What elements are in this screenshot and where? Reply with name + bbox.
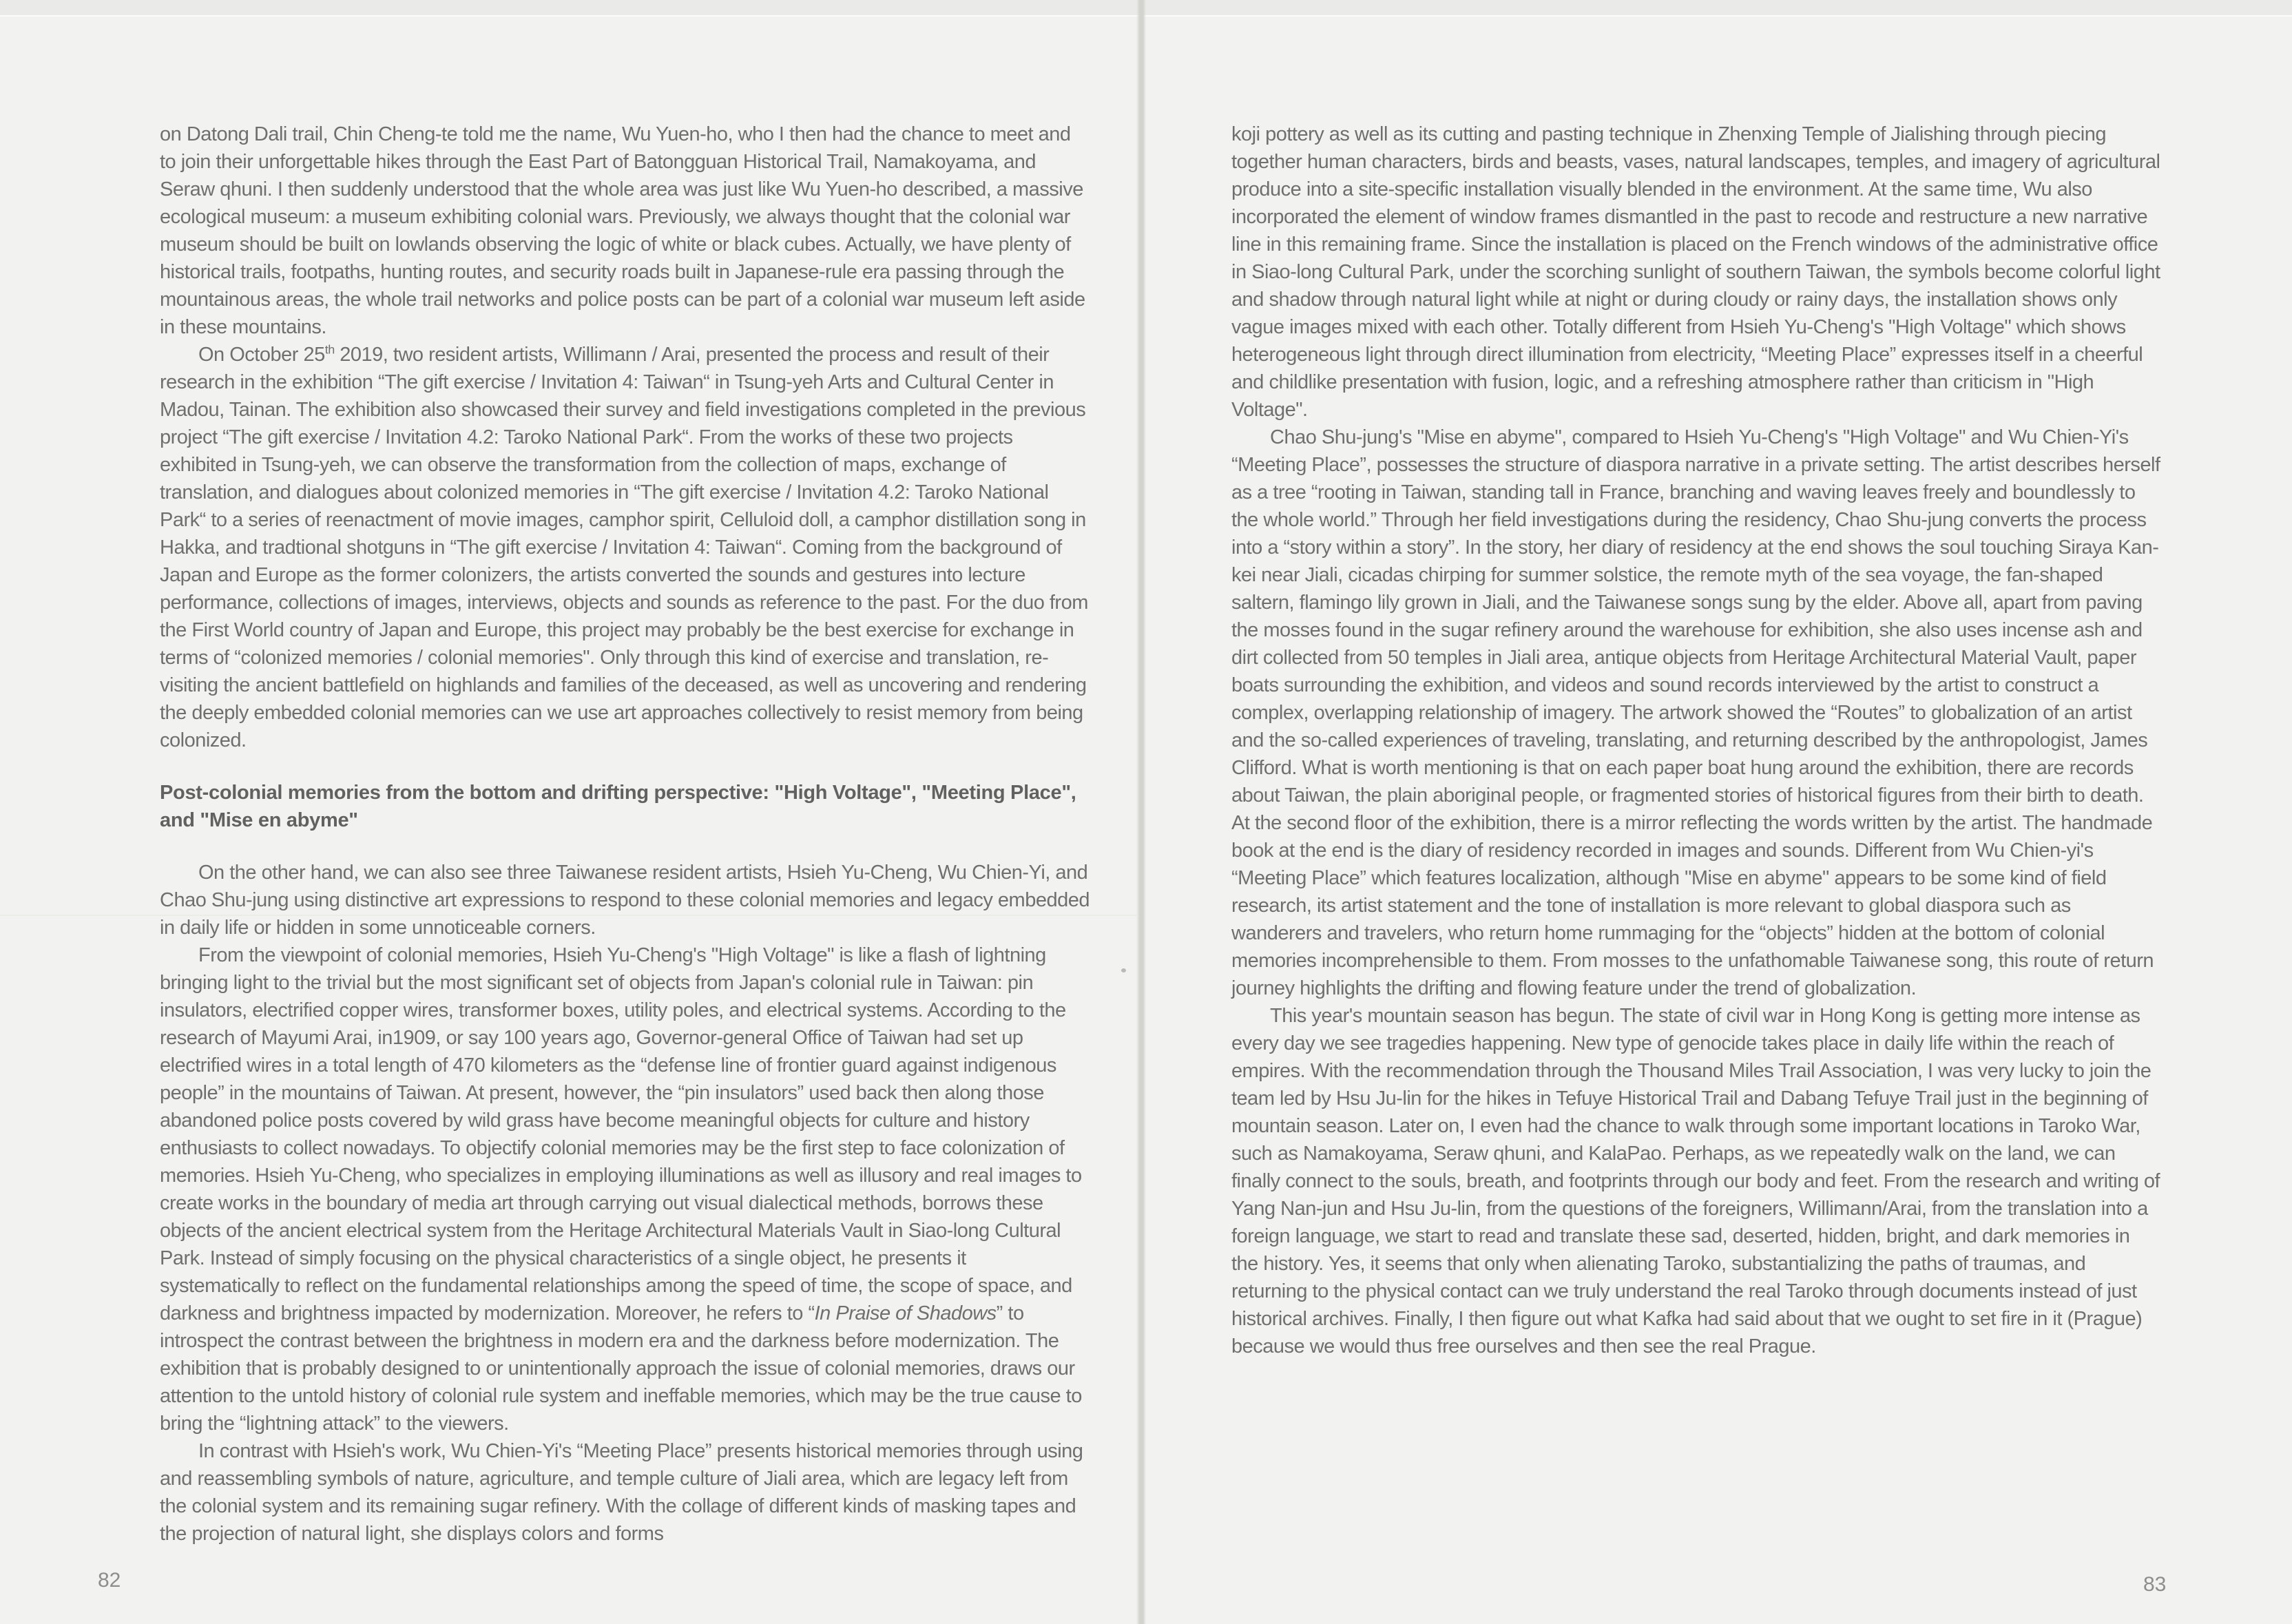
page-gutter-shadow: [1136, 0, 1146, 1624]
text-run: Post-colonial memories from the bottom and drifting perspective: "High Voltage", "Meeting Place", and "Mise en abyme": [160, 782, 1076, 831]
text-run: 2019, two resident artists, Willimann / Arai, presented the process and result of their research in the exhibition “The gift exercise / Invitation 4: Taiwan“ in Tsung-yeh Arts and Cultural Center in Madou, Tainan. The exhibition also showcased their survey and field investigations completed in the previous project “The gift exercise / Invitation 4.2: Taroko National Park“. From the works of these two projects exhibited in Tsung-yeh, we can observe the transformation from the collection of maps, exchange of translation, and dialogues about colonized memories in “The gift exercise / Invitation 4.2: Taroko National Park“ to a series of reenactment of movie images, camphor spirit, Celluloid doll, a camphor distillation song in Hakka, and tradtional shotguns in “The gift exercise / Invitation 4: Taiwan“. Coming from the background of Japan and Europe as the former colonizers, the artists converted the sounds and gestures into lecture performance, collections of images, interviews, objects and sounds as reference to the past. For the duo from the First World country of Japan and Europe, this project may probably be the best exercise for exchange in terms of “colonized memories / colonial memories". Only through this kind of exercise and translation, re-visiting the ancient battlefield on highlands and families of the deceased, as well as uncovering and rendering the deeply embedded colonial memories can we use art approaches collectively to resist memory from being colonized.: [160, 344, 1088, 751]
page-number-left: 82: [98, 1569, 121, 1592]
body-paragraph: [160, 941, 1090, 1437]
text-run: In contrast with Hsieh's work, Wu Chien-Yi's “Meeting Place” presents historical memories through using and reassembling symbols of nature, agriculture, and temple culture of Jiali area, which are legacy left from the colonial system and its remaining sugar refinery. With the collage of different kinds of masking tapes and the projection of natural light, she displays colors and forms: [160, 1440, 1083, 1545]
page-top-edge: [0, 0, 2292, 17]
section-heading: [160, 779, 1090, 834]
superscript-text: th: [324, 342, 335, 357]
text-run: On the other hand, we can also see three Taiwanese resident artists, Hsieh Yu-Cheng, Wu Chien-Yi, and Chao Shu-jung using distinctive art expressions to respond to these colonial memories and legacy embedded in daily life or hidden in some unnoticeable corners.: [160, 862, 1090, 939]
text-run: ” to introspect the contrast between the brightness in modern era and the darkness before modernization. The exhibition that is probably designed to or unintentionally approach the issue of colonial memories, draws our attention to the untold history of colonial rule system and ineffable memories, which may be the true cause to bring the “lightning attack” to the viewers.: [160, 1302, 1082, 1435]
page-left-text-column: [160, 121, 1090, 1548]
text-run: This year's mountain season has begun. The state of civil war in Hong Kong is getting more intense as every day we see tragedies happening. New type of genocide takes place in daily life within the reach of empires. With the recommendation through the Thousand Miles Trail Association, I was very lucky to join the team led by Hsu Ju-lin for the hikes in Tefuye Historical Trail and Dabang Tefuye Trail just in the beginning of mountain season. Later on, I even had the chance to walk through some important locations in Taroko War, such as Namakoyama, Seraw qhuni, and KalaPao. Perhaps, as we repeatedly walk on the land, we can finally connect to the souls, breath, and footprints through our body and feet. From the research and writing of Yang Nan-jun and Hsu Ju-lin, from the questions of the foreigners, Willimann/Arai, from the translation into a foreign language, we start to read and translate these sad, deserted, hidden, bright, and dark memories in the history. Yes, it seems that only when alienating Taroko, substantializing the paths of traumas, and returning to the physical contact can we truly understand the real Taroko through documents instead of just historical archives. Finally, I then figure out what Kafka had said about that we ought to set fire in it (Prague) because we would thus free ourselves and then see the real Prague.: [1231, 1005, 2160, 1357]
text-run: koji pottery as well as its cutting and pasting technique in Zhenxing Temple of Jialishing through piecing together human characters, birds and beasts, vases, natural landscapes, temples, and imagery of agricultural produce into a site-specific installation visually blended in the environment. At the same time, Wu also incorporated the element of window frames dismantled in the past to recode and restructure a new narrative line in this remaining frame. Since the installation is placed on the French windows of the administrative office in Siao-long Cultural Park, under the scorching sunlight of southern Taiwan, the symbols become colorful light and shadow through natural light while at night or during cloudy or rainy days, the installation shows only vague images mixed with each other. Totally different from Hsieh Yu-Cheng's "High Voltage" which shows heterogeneous light through direct illumination from electricity, “Meeting Place” expresses itself in a cheerful and childlike presentation with fusion, logic, and a refreshing atmosphere rather than criticism in "High Voltage".: [1231, 123, 2160, 421]
body-paragraph: [1231, 424, 2161, 1002]
text-run: on Datong Dali trail, Chin Cheng-te told me the name, Wu Yuen-ho, who I then had the chance to meet and to join their unforgettable hikes through the East Part of Batongguan Historical Trail, Namakoyama, and Seraw qhuni. I then suddenly understood that the whole area was just like Wu Yuen-ho described, a massive ecological museum: a museum exhibiting colonial wars. Previously, we always thought that the colonial war museum should be built on lowlands observing the logic of white or black cubes. Actually, we have plenty of historical trails, footpaths, hunting routes, and security roads built in Japanese-rule era passing through the mountainous areas, the whole trail networks and police posts can be part of a colonial war museum left aside in these mountains.: [160, 123, 1085, 338]
body-paragraph: [160, 859, 1090, 941]
text-run: On October 25: [198, 344, 325, 366]
body-paragraph: [160, 121, 1090, 341]
page-right-text-column: [1231, 121, 2161, 1360]
page-number-right: 83: [2143, 1573, 2167, 1596]
body-paragraph: [1231, 1002, 2161, 1360]
italic-title: In Praise of Shadows: [814, 1302, 997, 1324]
text-run: Chao Shu-jung's "Mise en abyme", compared to Hsieh Yu-Cheng's "High Voltage" and Wu Chien-Yi's “Meeting Place”, possesses the structure of diaspora narrative in a private setting. The artist describes herself as a tree “rooting in Taiwan, standing tall in France, branching and waving leaves freely and boundlessly to the whole world.” Through her field investigations during the residency, Chao Shu-jung converts the process into a “story within a story”. In the story, her diary of residency at the end shows the soul touching Siraya Kan-kei near Jiali, cicadas chirping for summer solstice, the remote myth of the sea voyage, the fan-shaped saltern, flamingo lily grown in Jiali, and the Taiwanese songs sung by the elder. Above all, apart from paving the mosses found in the sugar refinery around the warehouse for exhibition, she also uses incense ash and dirt collected from 50 temples in Jiali area, antique objects from Heritage Architectural Material Vault, paper boats surrounding the exhibition, and videos and sound records interviewed by the artist to construct a complex, overlapping relationship of imagery. The artwork showed the “Routes” to globalization of an artist and the so-called experiences of traveling, translating, and returning described by the anthropologist, James Clifford. What is worth mentioning is that on each paper boat hung around the exhibition, there are records about Taiwan, the plain aboriginal people, or fragmented stories of historical figures from their birth to death. At the second floor of the exhibition, there is a mirror reflecting the words written by the artist. The handmade book at the end is the diary of residency recorded in images and sounds. Different from Wu Chien-yi's “Meeting Place” which features localization, although "Mise en abyme" appears to be some kind of field research, its artist statement and the tone of installation is more relevant to global diaspora such as wanderers and travelers, who return home rummaging for the “objects” hidden at the bottom of colonial memories incomprehensible to them. From mosses to the unfathomable Taiwanese song, this route of return journey highlights the drifting and flowing feature under the trend of globalization.: [1231, 426, 2160, 999]
body-paragraph: [160, 1437, 1090, 1548]
body-paragraph: [160, 341, 1090, 754]
body-paragraph: [1231, 121, 2161, 424]
scan-speck: [1121, 968, 1126, 972]
text-run: From the viewpoint of colonial memories, Hsieh Yu-Cheng's "High Voltage" is like a flash of lightning bringing light to the trivial but the most significant set of objects from Japan's colonial rule in Taiwan: pin insulators, electrified copper wires, transformer boxes, utility poles, and electrical systems. According to the research of Mayumi Arai, in1909, or say 100 years ago, Governor-general Office of Taiwan had set up electrified wires in a total length of 470 kilometers as the “defense line of frontier guard against indigenous people” in the mountains of Taiwan. At present, however, the “pin insulators” used back then along those abandoned police posts covered by wild grass have become meaningful objects for culture and history enthusiasts to collect nowadays. To objectify colonial memories may be the first step to face colonization of memories. Hsieh Yu-Cheng, who specializes in employing illuminations as well as illusory and real images to create works in the boundary of media art through carrying out visual dialectical methods, borrows these objects of the ancient electrical system from the Heritage Architectural Materials Vault in Siao-long Cultural Park. Instead of simply focusing on the physical characteristics of a single object, he presents it systematically to reflect on the fundamental relationships among the speed of time, the scope of space, and darkness and brightness impacted by modernization. Moreover, he refers to “: [160, 944, 1082, 1324]
